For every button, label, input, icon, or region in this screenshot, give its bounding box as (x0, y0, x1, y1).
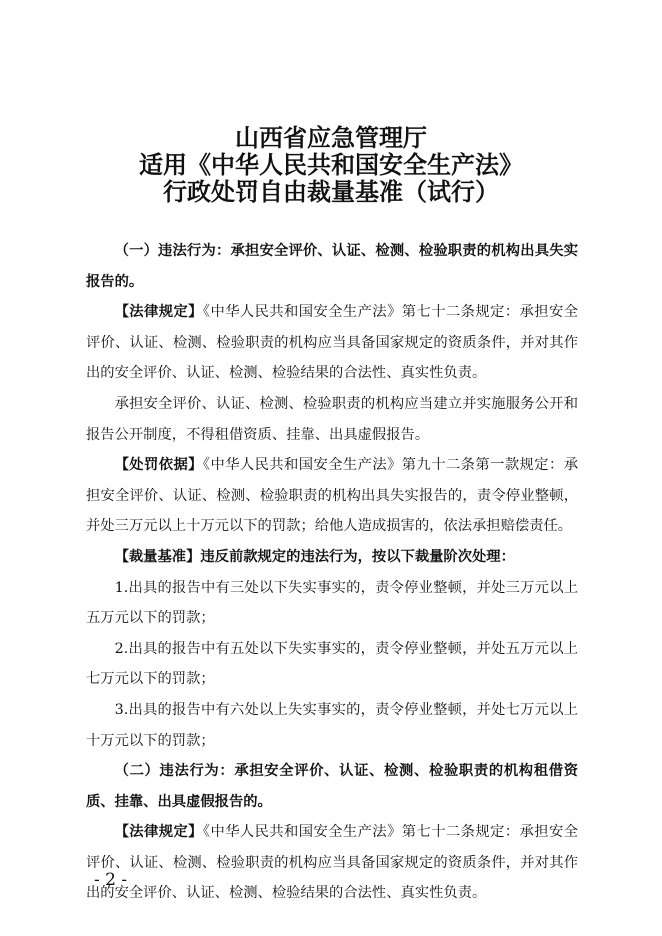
discretion-text: 违反前款规定的违法行为，按以下裁量阶次处理： (200, 548, 515, 565)
legal-label: 【法律规定】 (114, 304, 203, 321)
legal-text: 《中华人民共和国安全生产法》第七十二条规定：承担安全评价、认证、检测、检验职责的机构应当具备国家规定的资质条件，并对其作出的安全评价、认证、检测、检验结果的合法性、真实性负责。 (86, 824, 578, 902)
section-2-legal-provision (86, 817, 578, 909)
discretion-item-1: 1.出具的报告中有三处以下失实事实的，责令停业整顿，并处三万元以上五万元以下的罚款； (86, 579, 578, 627)
section-1-heading: （一）违法行为：承担安全评价、认证、检测、检验职责的机构出具失实报告的。 (86, 243, 578, 290)
document-title (0, 124, 662, 205)
penalty-text: 《中华人民共和国安全生产法》第九十二条第一款规定：承担安全评价、认证、检测、检验职责的机构出具失实报告的，责令停业整顿，并处三万元以上十万元以下的罚款；给他人造成损害的，依法承担赔偿责任。 (86, 457, 578, 535)
discretion-label: 【裁量基准】 (114, 548, 201, 565)
section-1-legal-text-2: 承担安全评价、认证、检测、检验职责的机构应当建立并实施服务公开和报告公开制度，不得租借资质、挂靠、出具虚假报告。 (86, 395, 578, 443)
section-1-legal-provision (86, 297, 578, 389)
section-1-penalty-basis (86, 450, 578, 542)
title-line-3: 行政处罚自由裁量基准（试行） (163, 177, 499, 206)
penalty-label: 【处罚依据】 (114, 457, 203, 474)
page-number: - 2 - (94, 870, 128, 890)
section-2-heading: （二）违法行为：承担安全评价、认证、检测、检验职责的机构租借资质、挂靠、出具虚假报告的。 (86, 763, 578, 810)
discretion-item-2: 2.出具的报告中有五处以下失实事实的，责令停业整顿，并处五万元以上七万元以下的罚款； (86, 640, 578, 688)
discretion-item-3: 3.出具的报告中有六处以上失实事实的，责令停业整顿，并处七万元以上十万元以下的罚款； (86, 701, 578, 749)
title-line-2: 适用《中华人民共和国安全生产法》 (139, 150, 523, 179)
section-1-discretion (86, 542, 578, 573)
legal-label: 【法律规定】 (114, 824, 203, 841)
document-body (86, 236, 578, 909)
title-line-1: 山西省应急管理厅 (235, 123, 427, 152)
legal-text: 《中华人民共和国安全生产法》第七十二条规定：承担安全评价、认证、检测、检验职责的机构应当具备国家规定的资质条件，并对其作出的安全评价、认证、检测、检验结果的合法性、真实性负责。 (86, 304, 578, 382)
